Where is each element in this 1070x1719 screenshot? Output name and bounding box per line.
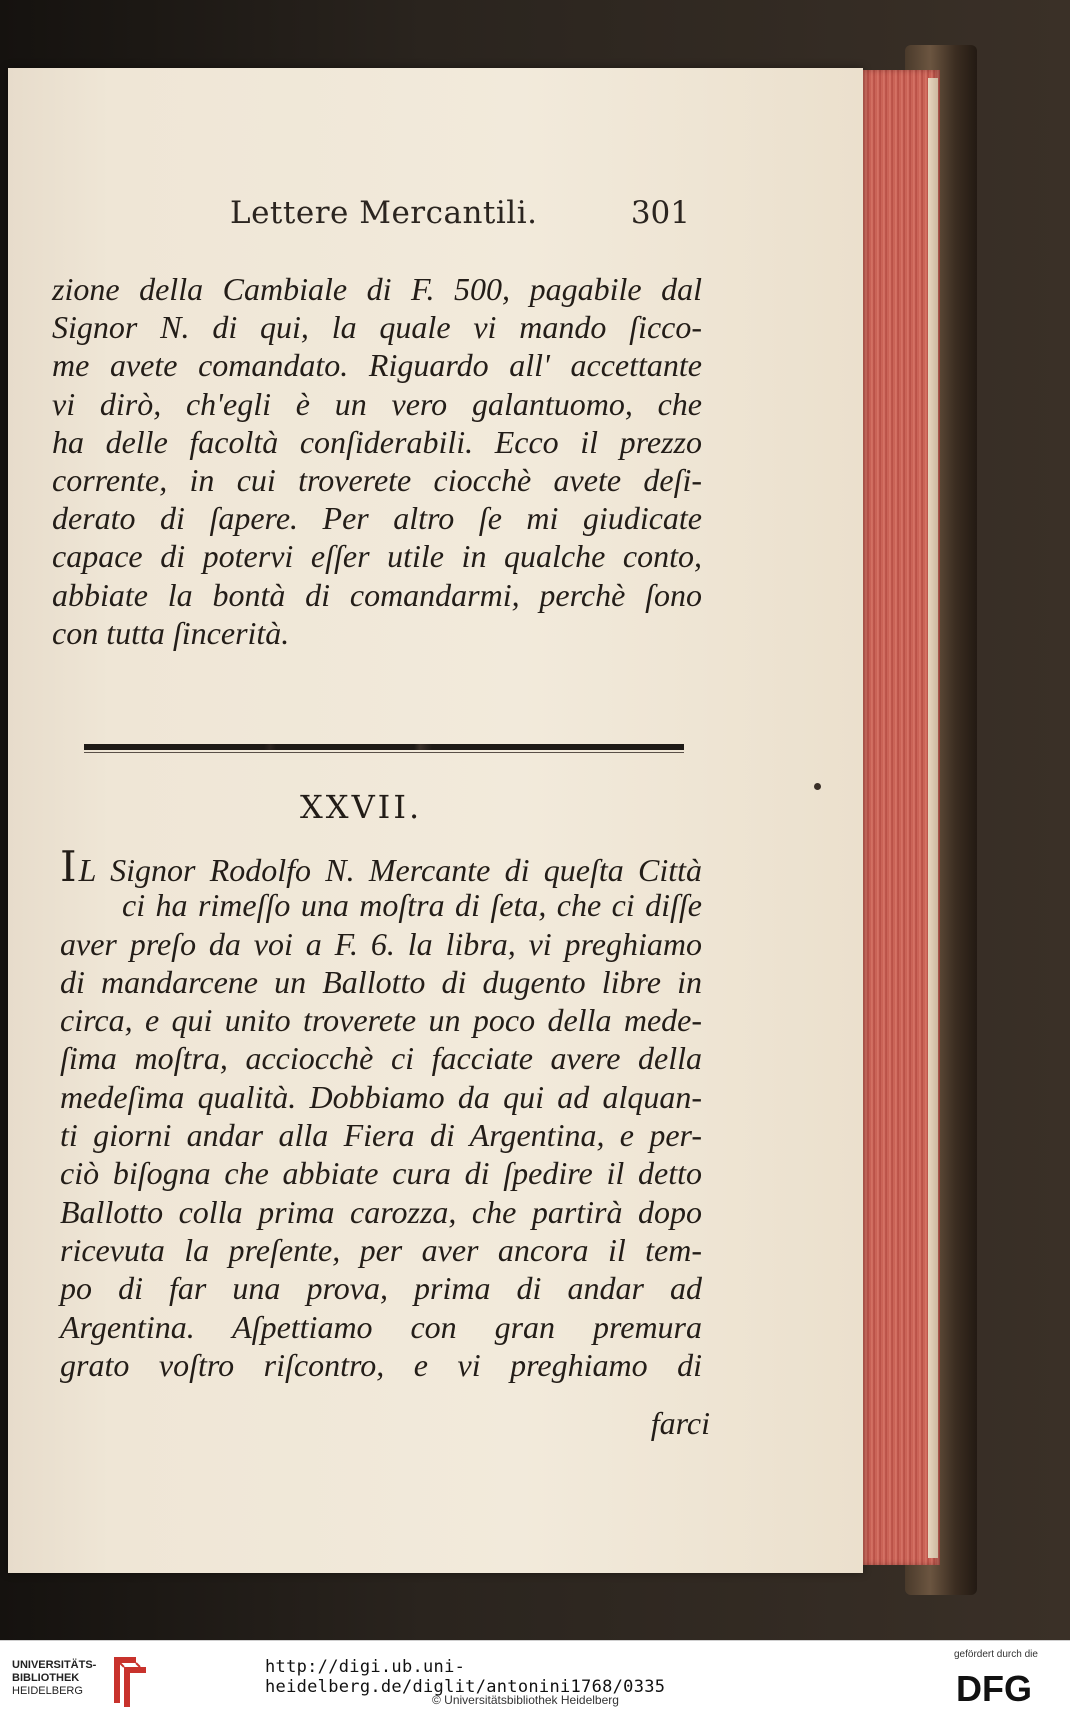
dfg-logo-icon[interactable] bbox=[952, 1667, 1060, 1707]
text-line: ciò biſogna che abbiate cura di ſpedire il detto bbox=[60, 1155, 702, 1192]
text-line: Signor N. di qui, la quale vi mando ſicco- bbox=[52, 309, 702, 346]
section-divider-fine-rule bbox=[84, 752, 684, 753]
permalink-url[interactable]: http://digi.ub.uni-heidelberg.de/diglit/antonini1768/0335 bbox=[265, 1657, 666, 1697]
text-line: zione della Cambiale di F. 500, pagabile dal bbox=[52, 271, 702, 307]
section-heading: XXVII. bbox=[300, 788, 423, 826]
text-line: circa, e qui unito troverete un poco della mede- bbox=[60, 1002, 702, 1039]
page-header bbox=[230, 195, 690, 245]
library-logo-icon[interactable] bbox=[110, 1651, 150, 1709]
first-line-text: L Signor Rodolfo N. Mercante di queſta Città bbox=[78, 852, 702, 888]
drop-cap: I bbox=[60, 842, 77, 891]
text-line: aver preſo da voi a F. 6. la libra, vi preghiamo bbox=[60, 925, 702, 962]
text-line-first bbox=[60, 842, 702, 891]
text-line: grato voſtro riſcontro, e vi preghiamo di bbox=[60, 1346, 702, 1383]
text-line: ci ha rimeſſo una moſtra di ſeta, che ci diſſe bbox=[122, 887, 702, 924]
library-name-line1: UNIVERSITÄTS- bbox=[12, 1659, 97, 1671]
page-number: 301 bbox=[630, 195, 690, 231]
letter-xxvii-text bbox=[60, 842, 702, 1384]
library-name-line3: HEIDELBERG bbox=[12, 1685, 83, 1697]
text-line: ſima moſtra, acciocchè ci facciate avere della bbox=[60, 1040, 702, 1077]
text-line: ricevuta la preſente, per aver ancora il tem- bbox=[60, 1231, 702, 1268]
text-line: derato di ſapere. Per altro ſe mi giudicate bbox=[52, 500, 702, 537]
ink-spot bbox=[814, 783, 821, 790]
text-line: capace di potervi eſſer utile in qualche conto, bbox=[52, 538, 702, 575]
copyright-notice: © Universitätsbibliothek Heidelberg bbox=[432, 1693, 619, 1707]
library-name-line2: BIBLIOTHEK bbox=[12, 1672, 80, 1684]
section-divider-rule bbox=[84, 744, 684, 750]
text-line: corrente, in cui troverete ciocchè avete deſi- bbox=[52, 461, 702, 498]
text-line: ti giorni andar alla Fiera di Argentina, e per- bbox=[60, 1117, 702, 1154]
text-line: medeſima qualità. Dobbiamo da qui ad alquan- bbox=[60, 1078, 702, 1115]
text-line: abbiate la bontà di comandarmi, perchè ſono bbox=[52, 576, 702, 613]
page-block-edge bbox=[928, 78, 938, 1558]
text-line: po di far una prova, prima di andar ad bbox=[60, 1270, 702, 1307]
text-line: di mandarcene un Ballotto di dugento libre in bbox=[60, 963, 702, 1000]
continued-letter-text bbox=[52, 270, 702, 652]
viewer-footer bbox=[0, 1640, 1070, 1719]
text-line: Argentina. Aſpettiamo con gran premura bbox=[60, 1308, 702, 1345]
text-line: ha delle facoltà conſiderabili. Ecco il prezzo bbox=[52, 423, 702, 460]
catchword: farci bbox=[650, 1405, 710, 1441]
library-name[interactable] bbox=[12, 1659, 112, 1698]
text-line: vi dirò, ch'egli è un vero galantuomo, che bbox=[52, 385, 702, 422]
running-title: Lettere Mercantili. bbox=[230, 195, 538, 231]
dfg-logo-text: DFG bbox=[956, 1668, 1032, 1707]
text-line: Ballotto colla prima carozza, che partirà dopo bbox=[60, 1193, 702, 1230]
text-line: con tutta ſincerità. bbox=[52, 614, 290, 651]
funded-by-label: gefördert durch die bbox=[954, 1649, 1038, 1660]
text-line: me avete comandato. Riguardo all' accettante bbox=[52, 347, 702, 384]
